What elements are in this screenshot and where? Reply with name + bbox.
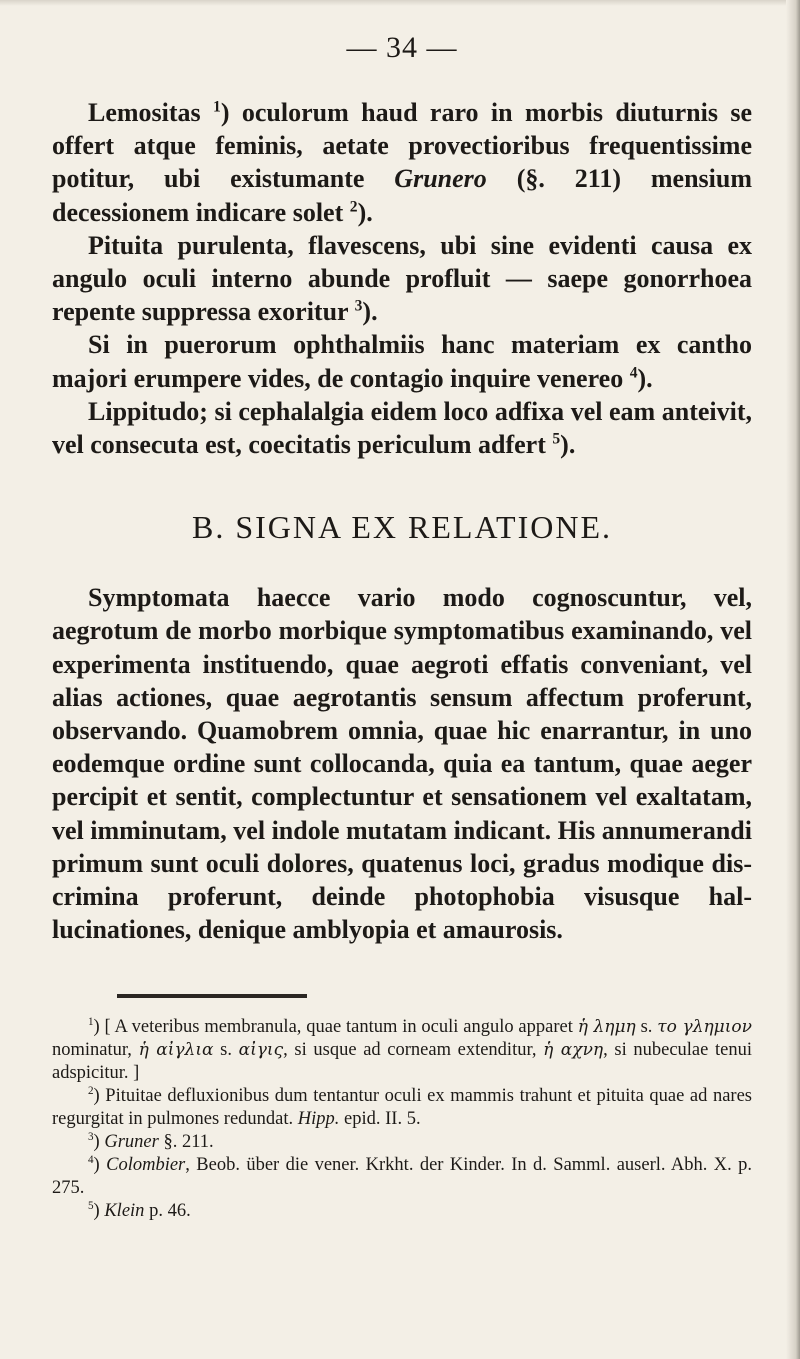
greek-term: ἡ αἰγλια (138, 1040, 214, 1061)
text-run: p. 46. (144, 1201, 191, 1222)
text-run: , si nubeculae tenui adspicitur. ] (52, 1040, 752, 1084)
text-run: ). (637, 363, 653, 393)
footnote-ref: 4 (629, 363, 638, 381)
text-run: ). (560, 430, 576, 460)
footnote-ref: 5 (552, 430, 561, 448)
footnote-divider (117, 994, 307, 998)
text-run: ) (93, 1155, 107, 1176)
paragraph-ophthalmiis (52, 328, 752, 394)
greek-term: ἡ λημη (577, 1017, 636, 1038)
footnote-number: 2 (88, 1085, 94, 1098)
paragraph-symptomata: Symptomata haecce vario modo cognoscuntur, vel, aegrotum de morbo morbique symptomatibus examinando, vel experimenta instituendo, quae aegroti effatis conveniant, vel alias actiones, quae aegrotantis sensum affectum proferunt, observando. Quamobrem omnia, quae hic enarrantur, in uno eodemque ordine sunt collocanda, quia ea tantum, quae aeger percipit et sentit, complectuntur et sensationem vel exaltatam, vel imminutam, vel indole mutatam indicant. His annumerandi primum sunt oculi dolores, quatenus loci, gradus modique discrimina proferunt, deinde photophobia visusque hallucinationes, denique amblyopia et amaurosis. (52, 583, 752, 945)
text-run: nominatur, (52, 1040, 139, 1061)
text-run: ) (93, 1201, 105, 1222)
text-run: Lippitudo; si cephalalgia eidem loco adfixa vel eam anteivit, vel consecuta est, coecitatis periculum adfert (52, 396, 752, 460)
text-run: §. 211. (158, 1132, 214, 1153)
paragraph-lemositas (52, 96, 752, 229)
paragraph-pituita (52, 229, 752, 329)
section-heading: B. SIGNA EX RELATIONE. (192, 509, 612, 546)
greek-term: αἰγις (238, 1040, 284, 1061)
author-name: Gruner (104, 1132, 159, 1153)
text-run: epid. II. 5. (339, 1109, 421, 1130)
text-run: ) Pituitae defluxionibus dum tentantur oculi ex mammis trahunt et pituita quae ad nares regurgitat in pulmones redundat. (52, 1086, 752, 1130)
footnote-2 (52, 1085, 752, 1131)
footnote-number: 5 (88, 1200, 94, 1213)
book-page (52, 30, 752, 1223)
footnotes (52, 1016, 752, 1223)
page-number: — 34 — (346, 31, 458, 64)
footnote-ref: 1 (213, 98, 221, 116)
footnote-5 (52, 1200, 752, 1223)
text-run: ). (362, 297, 378, 327)
text-run: (§. 211) mensium decessionem indicare solet (52, 164, 752, 227)
scan-right-edge (786, 0, 800, 1359)
text-run: , si usque ad corneam extenditur, (283, 1040, 544, 1061)
text-run: Si in puerorum ophthalmiis hanc materiam ex cantho majori erumpere vides, de contagio inquire venereo (52, 330, 752, 393)
text-run: ). (357, 197, 373, 227)
body-text (52, 96, 752, 946)
text-run: Lemositas (88, 98, 214, 127)
footnote-4 (52, 1154, 752, 1200)
text-run: Pituita purulenta, flavescens, ubi sine evidenti causa ex angulo oculi interno abunde profluit — saepe gonorrhoea repente suppressa exoritur (52, 230, 752, 327)
text-run: , Beob. über die vener. Krkht. der Kinder. In d. Samml. auserl. Abh. X. p. 275. (52, 1155, 753, 1199)
footnote-number: 1 (88, 1016, 94, 1029)
greek-term: ἡ αχνη (543, 1040, 604, 1061)
footnote-number: 3 (88, 1131, 94, 1144)
greek-term: το γλημιον (657, 1017, 752, 1038)
paragraph-lippitudo (52, 395, 752, 461)
author-name: Klein (104, 1201, 145, 1222)
footnote-number: 4 (88, 1154, 94, 1167)
footnote-ref: 2 (349, 197, 358, 215)
scan-top-edge (0, 0, 800, 6)
text-run: ) [ A veteribus membranula, quae tantum in oculi angulo apparet (93, 1017, 578, 1038)
text-run: ) (93, 1132, 105, 1153)
text-run: s. (213, 1040, 239, 1061)
footnote-3 (52, 1131, 752, 1154)
author-name: Hipp. (297, 1109, 340, 1130)
author-name: Grunero (394, 164, 487, 194)
text-run: ) oculorum haud raro in morbis diuturnis se offert atque feminis, aetate provectioribus frequentissime potitur, ubi existumante (52, 98, 752, 194)
author-name: Colombier (106, 1155, 186, 1176)
text-run: s. (635, 1017, 658, 1038)
footnote-1 (52, 1016, 752, 1085)
footnote-ref: 3 (354, 297, 363, 315)
